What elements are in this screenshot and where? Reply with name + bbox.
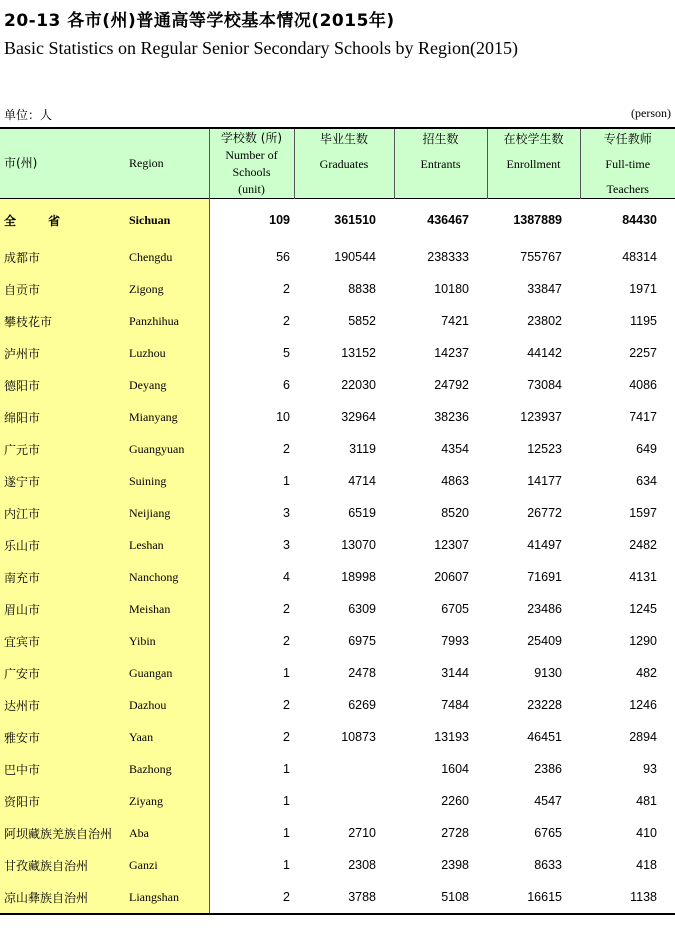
cell-enrollment: 73084 [527,378,562,392]
cell-schools: 1 [283,666,290,680]
cell-city: 广元市 [0,433,127,465]
cell-region: Guangan [127,657,209,689]
unit-label-chinese: 单位：人 [4,108,53,122]
cell-schools: 2 [283,698,290,712]
cell-entrants: 38236 [434,410,469,424]
cell-teachers: 481 [636,794,657,808]
cell-graduates: 3788 [294,881,394,914]
cell-region: Ziyang [127,785,209,817]
cell-region: Bazhong [127,753,209,785]
header-schools [209,128,294,199]
table-title-chinese: 20-13 各市(州)普通高等学校基本情况(2015年) [4,11,395,31]
cell-teachers: 4131 [629,570,657,584]
header-teachers-zh: 专任教师 [603,132,652,146]
cell-region: Dazhou [127,689,209,721]
cell-teachers: 1195 [630,314,657,328]
cell-city: 达州市 [0,689,127,721]
table-row [0,625,675,657]
cell-entrants: 2728 [441,826,469,840]
cell-teachers: 1597 [629,506,657,520]
header-city [0,128,127,199]
cell-entrants: 7421 [441,314,469,328]
cell-city: 成都市 [0,241,127,273]
header-graduates-en: Graduates [319,157,369,171]
cell-teachers: 1138 [580,881,675,914]
header-schools-en-1: Number of [225,147,278,162]
cell-graduates: 6519 [348,506,376,520]
cell-city: 宜宾市 [0,625,127,657]
cell-schools: 2 [283,634,290,648]
cell-city: 甘孜藏族自治州 [0,849,127,881]
cell-enrollment: 9130 [534,666,562,680]
header-teachers-en-1: Full-time [605,157,651,171]
cell-graduates: 5852 [348,314,376,328]
cell-graduates: 10873 [341,730,376,744]
cell-entrants: 238333 [427,250,469,264]
cell-graduates: 13152 [341,346,376,360]
cell-enrollment: 14177 [527,474,562,488]
cell-city: 雅安市 [0,721,127,753]
cell-schools: 4 [283,570,290,584]
cell-enrollment: 44142 [527,346,562,360]
cell-schools: 3 [283,506,290,520]
table-row [0,881,675,914]
header-teachers-en-2: Teachers [606,182,649,196]
cell-teachers: 418 [636,858,657,872]
cell-entrants: 2260 [441,794,469,808]
cell-graduates: 6309 [348,602,376,616]
cell-region: Leshan [127,529,209,561]
table-row [0,785,675,817]
cell-region: Neijiang [127,497,209,529]
table-row [0,561,675,593]
cell-schools: 2 [283,314,290,328]
cell-enrollment: 25409 [527,634,562,648]
cell-teachers: 7417 [629,410,657,424]
table-row [0,401,675,433]
cell-graduates: 22030 [341,378,376,392]
cell-schools: 1 [283,826,290,840]
cell-region: Sichuan [127,199,209,242]
table-row [0,593,675,625]
table-row [0,497,675,529]
cell-enrollment: 4547 [534,794,562,808]
cell-teachers: 4086 [629,378,657,392]
cell-region: Deyang [127,369,209,401]
cell-entrants: 14237 [434,346,469,360]
cell-graduates: 18998 [341,570,376,584]
cell-teachers: 1246 [629,698,657,712]
cell-teachers: 2257 [629,346,657,360]
cell-teachers: 1971 [629,282,657,296]
cell-entrants: 3144 [441,666,469,680]
cell-entrants: 7993 [441,634,469,648]
cell-enrollment: 123937 [520,410,562,424]
cell-entrants: 4354 [441,442,469,456]
cell-entrants: 2398 [441,858,469,872]
cell-schools: 2 [283,602,290,616]
cell-city: 眉山市 [0,593,127,625]
cell-city: 阿坝藏族羌族自治州 [0,817,127,849]
header-schools-en-2: Schools [232,164,271,179]
cell-region: Yaan [127,721,209,753]
table-row [0,241,675,273]
cell-city: 全 省 [0,199,127,242]
cell-graduates: 6975 [348,634,376,648]
cell-entrants: 8520 [441,506,469,520]
cell-enrollment: 23228 [527,698,562,712]
table-row [0,465,675,497]
header-enrollment-en: Enrollment [506,157,561,171]
table-body [0,199,675,915]
cell-graduates: 3119 [349,442,376,456]
cell-region: Suining [127,465,209,497]
cell-region: Chengdu [127,241,209,273]
cell-entrants: 13193 [434,730,469,744]
table-row [0,721,675,753]
cell-region: Panzhihua [127,305,209,337]
cell-city: 南充市 [0,561,127,593]
header-entrants [394,128,487,199]
cell-enrollment: 12523 [527,442,562,456]
table-row [0,529,675,561]
cell-city: 泸州市 [0,337,127,369]
header-region-label: Region [129,156,164,170]
cell-city: 遂宁市 [0,465,127,497]
header-graduates-zh: 毕业生数 [319,132,368,146]
cell-schools: 10 [276,410,290,424]
cell-enrollment: 1387889 [513,213,562,227]
table-row [0,657,675,689]
cell-entrants: 4863 [441,474,469,488]
cell-enrollment: 71691 [527,570,562,584]
header-graduates [294,128,394,199]
cell-enrollment: 755767 [520,250,562,264]
cell-enrollment: 23802 [527,314,562,328]
cell-graduates: 32964 [341,410,376,424]
cell-enrollment: 41497 [527,538,562,552]
cell-schools: 1 [283,794,290,808]
cell-graduates: 190544 [334,250,376,264]
cell-graduates [294,785,394,817]
cell-region: Nanchong [127,561,209,593]
cell-graduates: 8838 [348,282,376,296]
cell-schools: 2 [209,881,294,914]
cell-region: Meishan [127,593,209,625]
cell-teachers: 2894 [629,730,657,744]
cell-teachers: 1290 [629,634,657,648]
cell-enrollment: 23486 [527,602,562,616]
cell-city: 德阳市 [0,369,127,401]
cell-schools: 5 [283,346,290,360]
cell-region: Luzhou [127,337,209,369]
cell-enrollment: 2386 [534,762,562,776]
cell-schools: 2 [283,442,290,456]
cell-city: 广安市 [0,657,127,689]
cell-region: Yibin [127,625,209,657]
cell-graduates: 2308 [348,858,376,872]
cell-region: Zigong [127,273,209,305]
cell-enrollment: 33847 [527,282,562,296]
cell-enrollment: 26772 [527,506,562,520]
cell-city: 自贡市 [0,273,127,305]
cell-schools: 1 [283,762,290,776]
cell-city: 资阳市 [0,785,127,817]
table-row [0,369,675,401]
table-row [0,305,675,337]
cell-region: Aba [127,817,209,849]
cell-graduates [294,753,394,785]
cell-entrants: 436467 [427,213,469,227]
cell-schools: 3 [283,538,290,552]
table-title-english: Basic Statistics on Regular Senior Secondary Schools by Region(2015) [4,38,518,58]
header-entrants-en: Entrants [420,157,461,171]
cell-city: 乐山市 [0,529,127,561]
table-row [0,753,675,785]
cell-schools: 1 [283,474,290,488]
cell-teachers: 649 [636,442,657,456]
cell-schools: 109 [269,213,290,227]
table-row [0,433,675,465]
cell-entrants: 5108 [394,881,487,914]
table-row [0,689,675,721]
table-row [0,337,675,369]
header-schools-zh: 学校数 (所) [220,130,283,145]
cell-city: 攀枝花市 [0,305,127,337]
cell-graduates: 6269 [348,698,376,712]
header-region [127,128,209,199]
table-header [0,128,675,199]
table-row [0,849,675,881]
table-row [0,273,675,305]
cell-entrants: 1604 [441,762,469,776]
cell-region: Guangyuan [127,433,209,465]
cell-enrollment: 8633 [534,858,562,872]
cell-entrants: 20607 [434,570,469,584]
cell-city: 巴中市 [0,753,127,785]
cell-entrants: 10180 [434,282,469,296]
cell-teachers: 2482 [629,538,657,552]
header-enrollment [487,128,580,199]
cell-graduates: 361510 [334,213,376,227]
cell-region: Ganzi [127,849,209,881]
cell-city: 内江市 [0,497,127,529]
cell-schools: 56 [276,250,290,264]
cell-schools: 6 [283,378,290,392]
cell-teachers: 84430 [622,213,657,227]
unit-label-english: (person) [631,106,671,120]
table-row [0,817,675,849]
cell-entrants: 24792 [434,378,469,392]
header-teachers [580,128,675,199]
table-row-total [0,199,675,242]
header-city-label: 市(州) [4,156,38,170]
cell-teachers: 482 [636,666,657,680]
cell-enrollment: 6765 [534,826,562,840]
cell-graduates: 13070 [341,538,376,552]
cell-enrollment: 16615 [487,881,580,914]
cell-schools: 2 [283,282,290,296]
cell-schools: 1 [283,858,290,872]
cell-teachers: 410 [636,826,657,840]
cell-teachers: 93 [643,762,657,776]
cell-entrants: 6705 [441,602,469,616]
cell-teachers: 1245 [629,602,657,616]
header-enrollment-zh: 在校学生数 [503,132,564,146]
cell-city: 凉山彝族自治州 [0,881,127,914]
cell-graduates: 4714 [348,474,376,488]
cell-teachers: 634 [636,474,657,488]
cell-entrants: 12307 [434,538,469,552]
cell-region: Mianyang [127,401,209,433]
cell-enrollment: 46451 [527,730,562,744]
cell-teachers: 48314 [622,250,657,264]
cell-graduates: 2478 [348,666,376,680]
cell-schools: 2 [283,730,290,744]
cell-city: 绵阳市 [0,401,127,433]
cell-entrants: 7484 [441,698,469,712]
cell-region: Liangshan [127,881,209,914]
cell-graduates: 2710 [348,826,376,840]
statistics-table [0,127,675,915]
header-entrants-zh: 招生数 [422,132,459,146]
header-schools-en-3: (unit) [238,181,265,196]
